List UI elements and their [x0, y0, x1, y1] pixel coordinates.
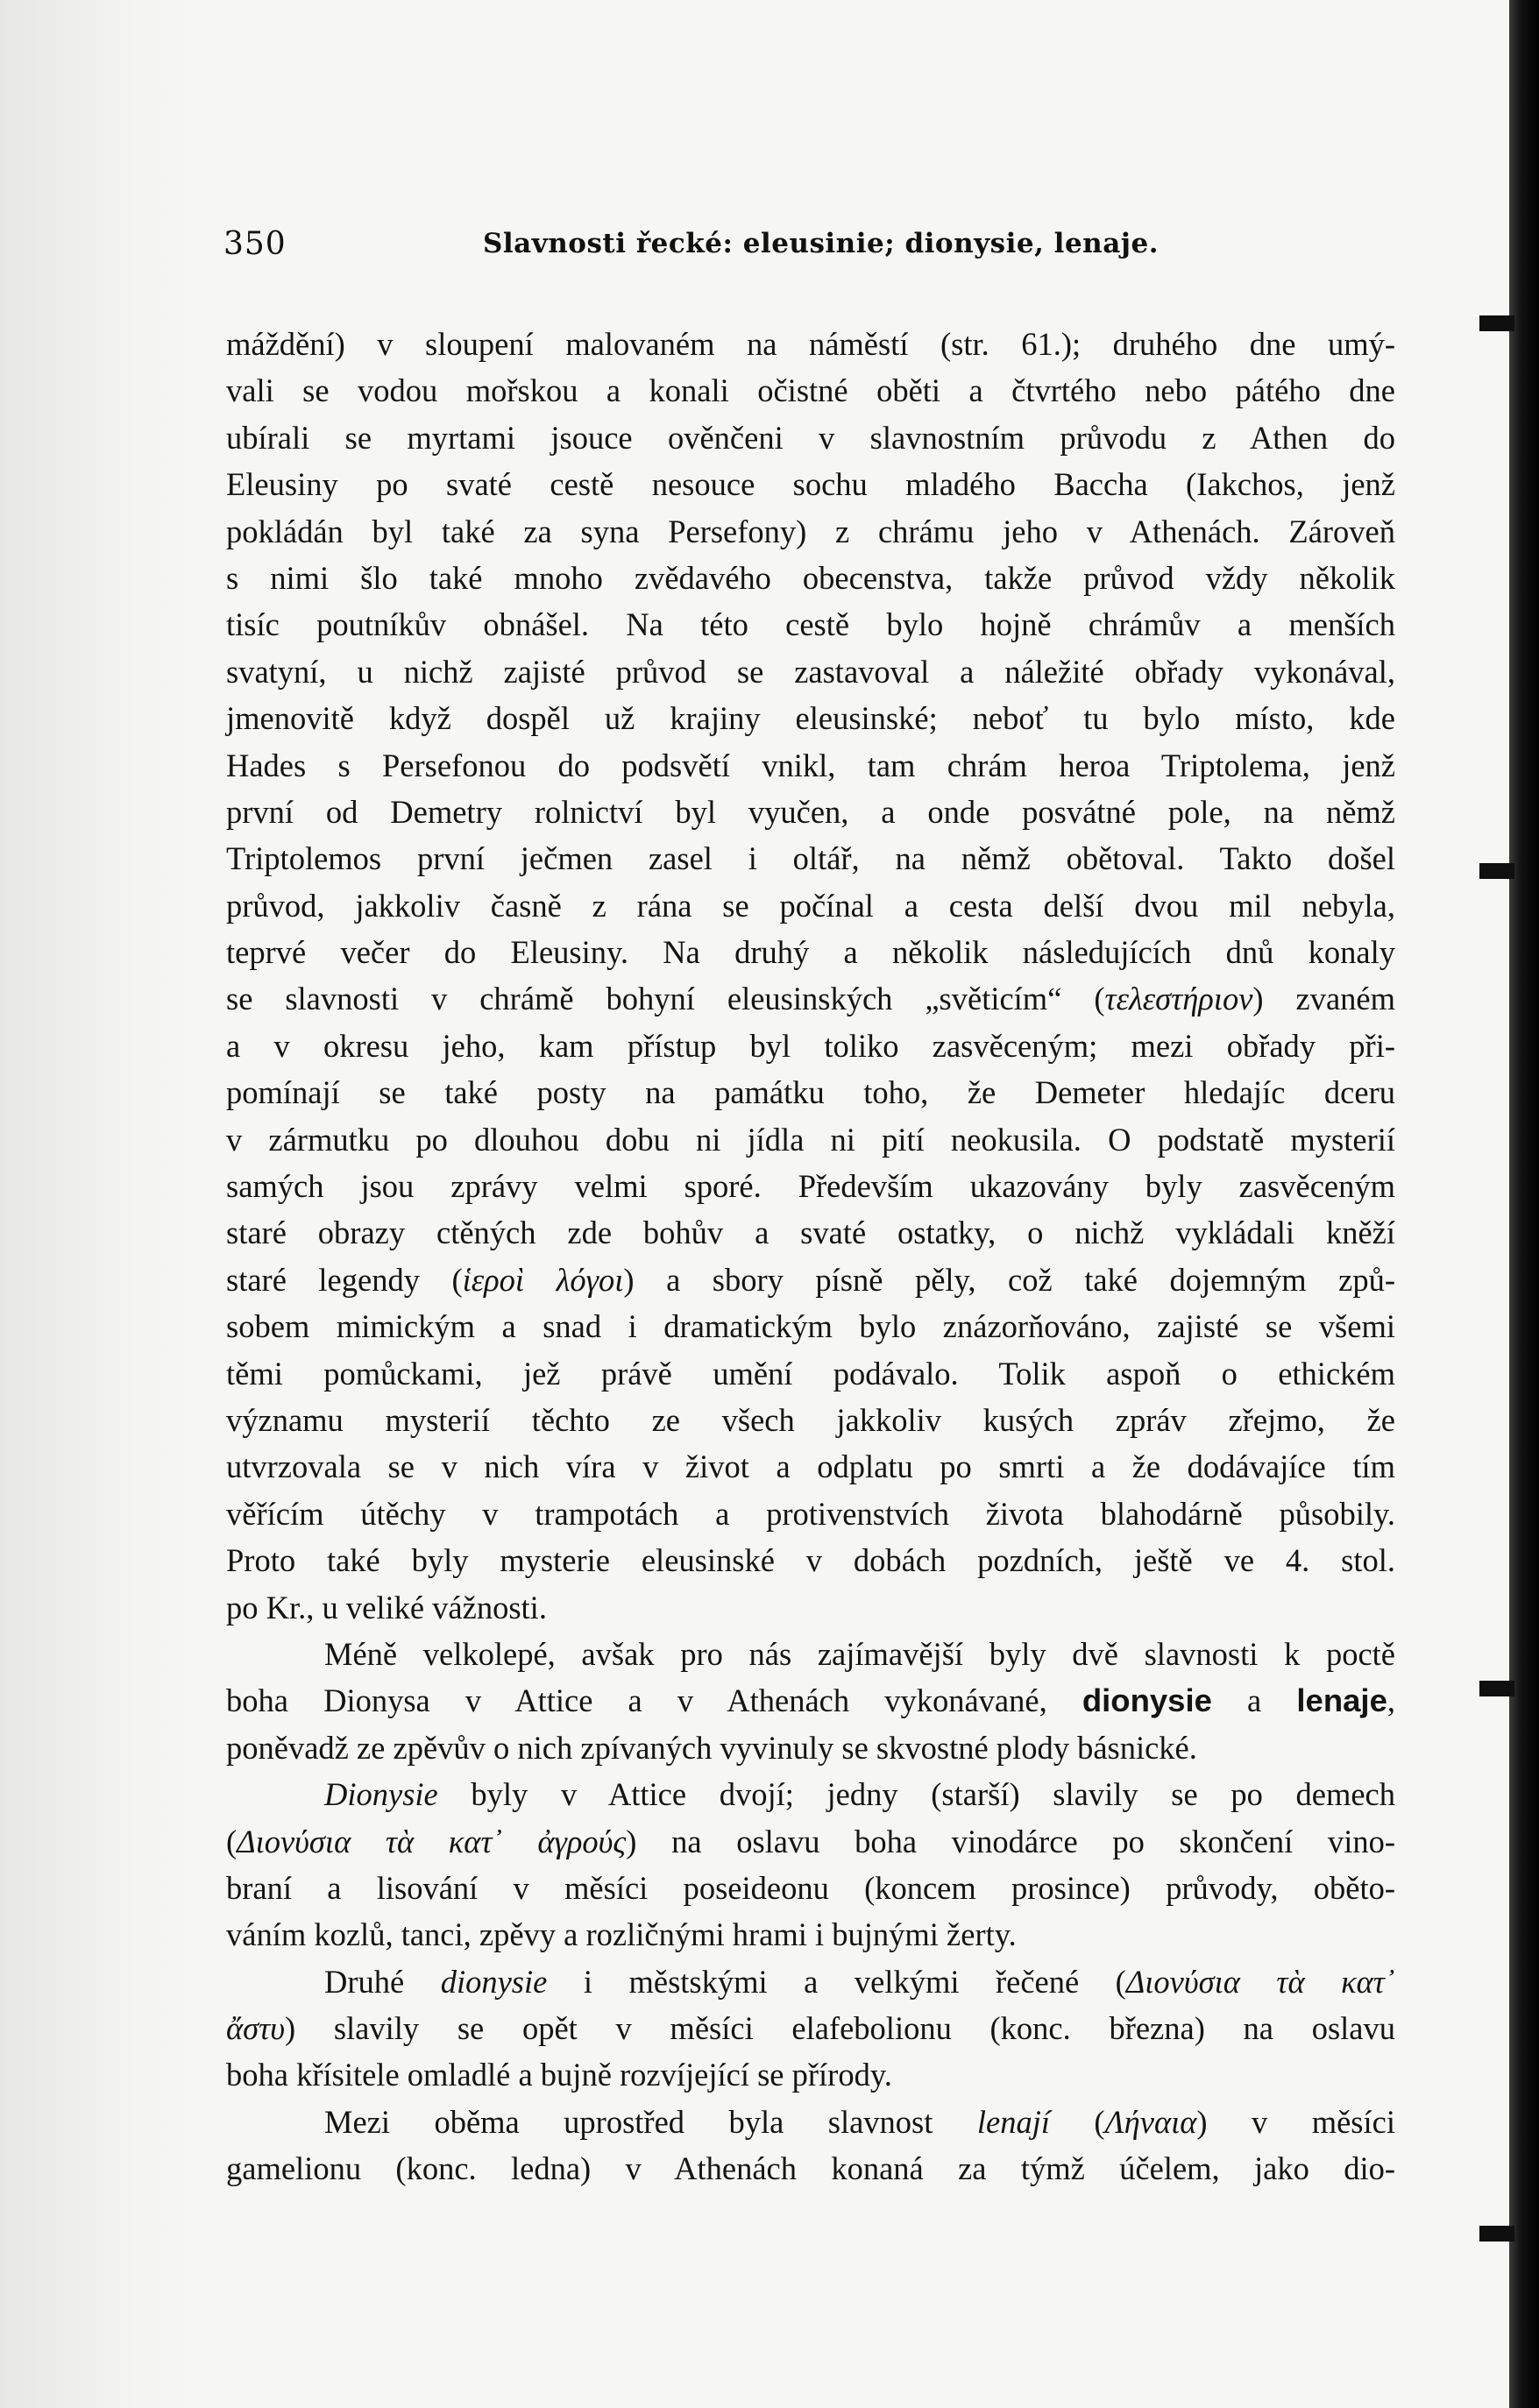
- text-line: průvod, jakkoliv časně z rána se počínal a cesta delší dvou mil nebyla,: [226, 887, 1395, 924]
- greek-term: Διονύσια τὰ κατ᾿ ἀγρούς: [237, 1823, 627, 1859]
- text-line: boha křísitele omladlé a bujně rozvíjející se přírody.: [226, 2057, 892, 2093]
- text-line: poněvadž ze zpěvův o nich zpívaných vyvinuly se skvostné plody básnické.: [226, 1729, 1197, 1766]
- binding-mark: [1479, 863, 1514, 879]
- text-line: s nimi šlo také mnoho zvědavého obecenstva, takže průvod vždy několik: [226, 559, 1395, 596]
- text-run: Druhé: [324, 1963, 441, 2000]
- text-line: sobem mimickým a snad i dramatickým bylo znázorňováno, zajisté se všemi: [226, 1308, 1395, 1345]
- text-line: [226, 1958, 1395, 2005]
- text-line: gamelionu (konc. ledna) v Athenách konaná za týmž účelem, jako dio-: [226, 2150, 1395, 2187]
- text-line: [226, 2099, 1395, 2145]
- text-run: ,: [1387, 1682, 1395, 1719]
- text-line: [226, 975, 1395, 1022]
- text-line: [226, 2005, 1395, 2051]
- text-line: Proto také byly mysterie eleusinské v dobách pozdních, ještě ve 4. stol.: [226, 1542, 1395, 1579]
- binding-mark: [1479, 315, 1514, 331]
- text-run: staré legendy (: [226, 1261, 463, 1298]
- greek-term: Λήναια: [1104, 2103, 1197, 2140]
- text-line: utvrzovala se v nich víra v život a odplatu po smrti a že dodávajíce tím: [226, 1448, 1395, 1485]
- text-run: i městskými a velkými řečené (: [547, 1963, 1126, 2000]
- text-line: těmi pomůckami, jež právě umění podávalo. Tolik aspoň o ethickém: [226, 1355, 1395, 1392]
- body-text: [226, 321, 1395, 2192]
- text-line: Hades s Persefonou do podsvětí vnikl, tam chrám heroa Triptolema, jenž: [226, 747, 1395, 783]
- text-line: Eleusiny po svaté cestě nesouce sochu mladého Baccha (Iakchos, jenž: [226, 466, 1395, 503]
- scan-shadow: [0, 0, 202, 2408]
- italic-term: lenají: [976, 2103, 1050, 2140]
- text-run: a: [1211, 1682, 1297, 1719]
- text-line: v zármutku po dlouhou dobu ni jídla ni pití neokusila. O podstatě mysterií: [226, 1121, 1395, 1158]
- text-line: samých jsou zprávy velmi sporé. Především ukazovány byly zasvěceným: [226, 1168, 1395, 1205]
- text-line: Triptolemos první ječmen zasel i oltář, na němž obětoval. Takto došel: [226, 840, 1395, 877]
- greek-term: ἄστυ: [226, 2010, 285, 2047]
- text-run: byly v Attice dvojí; jedny (starší) slavily se po demech: [437, 1776, 1395, 1813]
- text-line: teprvé večer do Eleusiny. Na druhý a několik následujících dnů konaly: [226, 934, 1395, 971]
- text-run: Mezi oběma uprostřed byla slavnost: [324, 2103, 977, 2140]
- text-line: pomínají se také posty na památku toho, že Demeter hledajíc dceru: [226, 1074, 1395, 1111]
- text-line: [226, 1771, 1395, 1817]
- text-line: jmenovitě když dospěl už krajiny eleusinské; neboť tu bylo místo, kde: [226, 700, 1395, 737]
- text-line: po Kr., u veliké vážnosti.: [226, 1589, 547, 1625]
- text-line: ubírali se myrtami jsouce ověnčeni v slavnostním průvodu z Athen do: [226, 419, 1395, 456]
- greek-term: Διονύσια τὰ κατ᾿: [1125, 1963, 1396, 2000]
- text-line: [226, 1677, 1395, 1724]
- text-line: váním kozlů, tanci, zpěvy a rozličnými hrami i bujnými žerty.: [226, 1916, 1017, 1953]
- text-run: ) a sbory písně pěly, což také dojemným způ-: [623, 1261, 1396, 1298]
- text-line: významu mysterií těchto ze všech jakkoliv kusých zpráv zřejmo, že: [226, 1401, 1395, 1438]
- text-line: a v okresu jeho, kam přístup byl toliko zasvěceným; mezi obřady při-: [226, 1027, 1395, 1064]
- text-line: věřícím útěchy v trampotách a protivenstvích života blahodárně působily.: [226, 1495, 1395, 1532]
- text-line: [226, 1818, 1395, 1865]
- text-run: (: [226, 1823, 238, 1859]
- text-line: máždění) v sloupení malovaném na náměstí (str. 61.); druhého dne umý-: [226, 326, 1395, 362]
- binding-mark: [1479, 2226, 1514, 2242]
- text-line: staré obrazy ctěných zde bohův a svaté ostatky, o nichž vykládali kněží: [226, 1215, 1395, 1251]
- spaced-term: lenaje: [1296, 1682, 1387, 1719]
- text-line: pokládán byl také za syna Persefony) z chrámu jeho v Athenách. Zároveň: [226, 513, 1395, 549]
- text-line: tisíc poutníkův obnášel. Na této cestě bylo hojně chrámův a menších: [226, 606, 1395, 643]
- text-run: ) na oslavu boha vinodárce po skončení vino-: [626, 1823, 1396, 1859]
- text-run: (: [1049, 2103, 1105, 2140]
- text-line: první od Demetry rolnictví byl vyučen, a onde posvátné pole, na němž: [226, 793, 1395, 830]
- text-run: boha Dionysa v Attice a v Athenách vykonávané,: [226, 1682, 1082, 1719]
- running-head: Slavnosti řecké: eleusinie; dionysie, lenaje.: [483, 228, 1160, 259]
- page-number: 350: [223, 226, 287, 262]
- text-line: braní a lisování v měsíci poseideonu (koncem prosince) průvody, oběto-: [226, 1869, 1395, 1906]
- text-run: ) slavily se opět v měsíci elafebolionu (konc. března) na oslavu: [284, 2010, 1395, 2047]
- italic-term: Dionysie: [324, 1776, 438, 1813]
- text-run: ) zvaném: [1252, 981, 1395, 1017]
- binding-mark: [1479, 1681, 1514, 1696]
- page-header: [223, 226, 1433, 270]
- greek-term: τελεστήριον: [1104, 981, 1253, 1017]
- text-line: Méně velkolepé, avšak pro nás zajímavější byly dvě slavnosti k poctě: [324, 1635, 1395, 1672]
- book-binding-edge: [1509, 0, 1539, 2408]
- text-line: svatyní, u nichž zajisté průvod se zastavoval a náležité obřady vykonával,: [226, 653, 1395, 690]
- text-line: [226, 1257, 1395, 1303]
- text-line: vali se vodou mořskou a konali očistné oběti a čtvrtého nebo pátého dne: [226, 372, 1395, 409]
- italic-term: dionysie: [440, 1963, 548, 2000]
- spaced-term: dionysie: [1082, 1682, 1212, 1719]
- greek-term: ἱεροὶ λόγοι: [462, 1261, 624, 1298]
- text-run: se slavnosti v chrámě bohyní eleusinských „světicím“ (: [226, 981, 1105, 1017]
- text-run: ) v měsíci: [1196, 2103, 1395, 2140]
